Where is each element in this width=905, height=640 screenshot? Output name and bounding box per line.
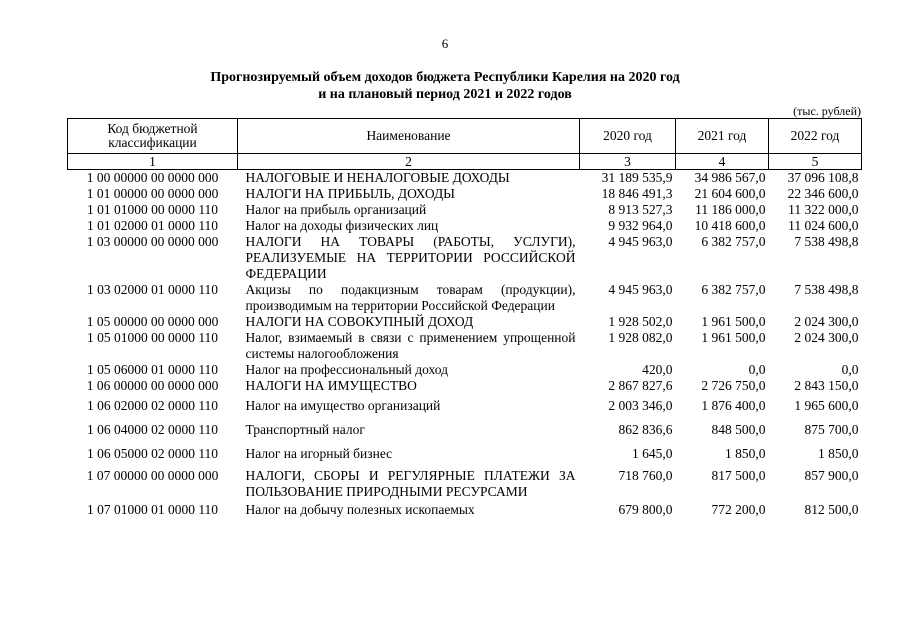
row-value-2021: 1 961 500,0 [701,330,766,345]
row-code: 1 01 01000 00 0000 110 [86,202,219,217]
row-code: 1 05 01000 00 0000 110 [86,330,219,345]
row-value-2021: 0,0 [748,362,766,377]
row-value-2020: 18 846 491,3 [601,186,673,201]
row-value-2022: 1 850,0 [818,446,859,461]
row-name: НАЛОГОВЫЕ И НЕНАЛОГОВЫЕ ДОХОДЫ [245,170,510,185]
column-number: 1 [68,154,238,170]
row-value-2021: 848 500,0 [711,422,766,437]
row-value-2022: 7 538 498,8 [794,234,859,249]
row-value-2021: 772 200,0 [711,502,766,517]
row-code: 1 07 01000 01 0000 110 [86,502,219,517]
table-row [68,330,862,362]
table-row [68,218,862,234]
table-header [68,119,862,170]
header-code: Код бюджетной классификации [68,119,238,154]
table-row [68,170,862,187]
row-value-2020: 862 836,6 [618,422,673,437]
row-code: 1 01 00000 00 0000 000 [86,186,219,201]
row-code: 1 03 00000 00 0000 000 [86,234,219,249]
row-code: 1 01 02000 01 0000 110 [86,218,219,233]
row-name: Акцизы по подакцизным товарам (продукции), производимым на территории Российской Федерации [245,282,576,313]
row-value-2021: 1 850,0 [725,446,766,461]
units-note: (тыс. рублей) [793,104,861,118]
row-value-2020: 1 928 082,0 [608,330,673,345]
row-code: 1 06 00000 00 0000 000 [86,378,219,393]
row-value-2020: 1 645,0 [632,446,673,461]
column-number: 2 [238,154,580,170]
row-name: Налог на прибыль организаций [245,202,427,217]
column-number: 5 [769,154,862,170]
column-number: 4 [676,154,769,170]
table-row [68,234,862,282]
table-row [68,314,862,330]
table-row [68,394,862,418]
row-name: НАЛОГИ НА ИМУЩЕСТВО [245,378,417,393]
column-number: 3 [580,154,676,170]
title-line-1: Прогнозируемый объем доходов бюджета Республики Карелия на 2020 год [210,70,680,85]
row-value-2022: 11 024 600,0 [788,218,859,233]
header-row [68,119,862,154]
row-value-2020: 2 867 827,6 [608,378,673,393]
row-value-2021: 817 500,0 [711,468,766,483]
row-value-2020: 8 913 527,3 [608,202,673,217]
document-title [0,69,890,103]
row-name: Налог на добычу полезных ископаемых [245,502,475,517]
row-value-2021: 34 986 567,0 [694,170,766,185]
header-name: Наименование [238,119,580,154]
row-value-2022: 857 900,0 [804,468,859,483]
revenue-table [67,118,862,518]
title-line-2: и на плановый период 2021 и 2022 годов [318,87,572,102]
row-value-2020: 718 760,0 [618,468,673,483]
row-value-2020: 4 945 963,0 [608,282,673,297]
row-code: 1 06 04000 02 0000 110 [86,422,219,437]
row-name: Налог на доходы физических лиц [245,218,439,233]
row-value-2022: 22 346 600,0 [787,186,859,201]
table-row [68,378,862,394]
row-value-2020: 2 003 346,0 [608,398,673,413]
row-value-2021: 2 726 750,0 [701,378,766,393]
row-code: 1 05 00000 00 0000 000 [86,314,219,329]
header-year-2020: 2020 год [580,119,676,154]
header-year-2022: 2022 год [769,119,862,154]
row-value-2022: 2 024 300,0 [794,330,859,345]
row-value-2022: 0,0 [841,362,859,377]
table-row [68,282,862,314]
row-value-2020: 420,0 [642,362,673,377]
row-name: НАЛОГИ, СБОРЫ И РЕГУЛЯРНЫЕ ПЛАТЕЖИ ЗА ПОЛЬЗОВАНИЕ ПРИРОДНЫМИ РЕСУРСАМИ [245,468,576,499]
row-value-2020: 31 189 535,9 [601,170,673,185]
row-name: Транспортный налог [245,422,365,437]
table-row [68,442,862,466]
row-name: Налог на профессиональный доход [245,362,448,377]
row-value-2022: 1 965 600,0 [794,398,859,413]
row-code: 1 06 05000 02 0000 110 [86,446,219,461]
row-value-2021: 1 876 400,0 [701,398,766,413]
row-code: 1 06 02000 02 0000 110 [86,398,219,413]
row-value-2022: 7 538 498,8 [794,282,859,297]
row-value-2022: 37 096 108,8 [787,170,859,185]
header-year-2021: 2021 год [676,119,769,154]
row-code: 1 05 06000 01 0000 110 [86,362,219,377]
row-value-2021: 11 186 000,0 [695,202,766,217]
row-value-2020: 9 932 964,0 [608,218,673,233]
row-name: Налог на имущество организаций [245,398,441,413]
row-name: Налог, взимаемый в связи с применением упрощенной системы налогообложения [245,330,576,361]
row-name: НАЛОГИ НА ТОВАРЫ (РАБОТЫ, УСЛУГИ), РЕАЛИЗУЕМЫЕ НА ТЕРРИТОРИИ РОССИЙСКОЙ ФЕДЕРАЦИИ [245,234,576,281]
table-row [68,362,862,378]
table-row [68,502,862,518]
row-name: НАЛОГИ НА ПРИБЫЛЬ, ДОХОДЫ [245,186,455,201]
table-row [68,202,862,218]
row-name: Налог на игорный бизнес [245,446,393,461]
row-value-2020: 679 800,0 [618,502,673,517]
row-value-2020: 1 928 502,0 [608,314,673,329]
row-code: 1 07 00000 00 0000 000 [86,468,219,483]
table-body [68,170,862,519]
row-value-2022: 2 843 150,0 [794,378,859,393]
row-value-2022: 812 500,0 [804,502,859,517]
row-value-2020: 4 945 963,0 [608,234,673,249]
row-code: 1 00 00000 00 0000 000 [86,170,219,185]
row-value-2022: 2 024 300,0 [794,314,859,329]
row-value-2022: 875 700,0 [804,422,859,437]
page-number: 6 [441,36,449,51]
row-value-2021: 21 604 600,0 [694,186,766,201]
table-row [68,418,862,442]
row-code: 1 03 02000 01 0000 110 [86,282,219,297]
row-name: НАЛОГИ НА СОВОКУПНЫЙ ДОХОД [245,314,474,329]
column-number-row [68,154,862,170]
table-row [68,186,862,202]
row-value-2021: 6 382 757,0 [701,234,766,249]
row-value-2021: 1 961 500,0 [701,314,766,329]
row-value-2021: 10 418 600,0 [694,218,766,233]
row-value-2021: 6 382 757,0 [701,282,766,297]
table-row [68,466,862,502]
row-value-2022: 11 322 000,0 [788,202,859,217]
